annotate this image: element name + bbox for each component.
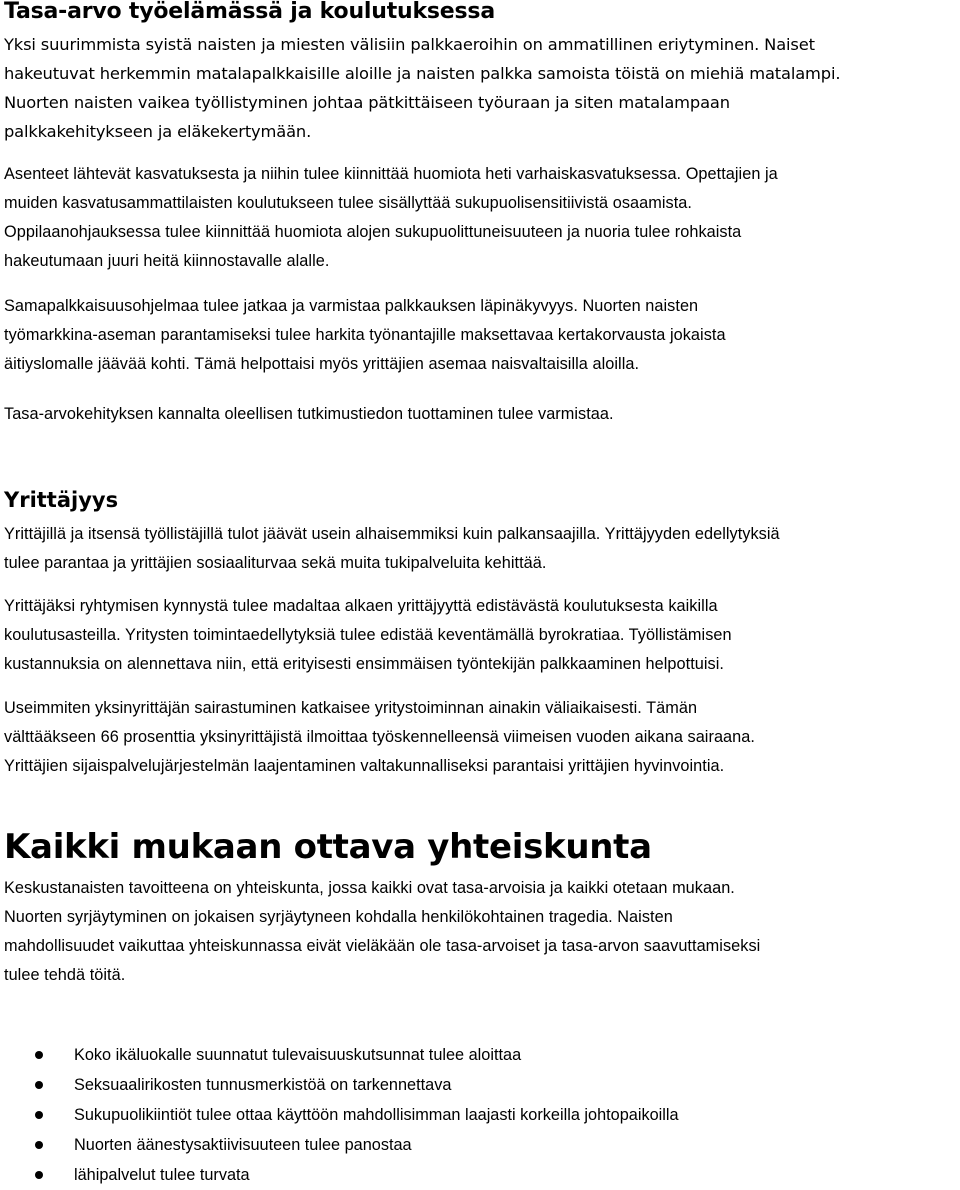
list-item [0, 1070, 679, 1100]
bullet-dot-icon [35, 1111, 43, 1119]
paragraph-tutkimustieto [4, 400, 959, 429]
text-line: Yrittäjillä ja itsensä työllistäjillä tulot jäävät usein alhaisemmiksi kuin palkansaajilla. Yrittäjyyden edellytyksiä [4, 525, 780, 543]
text-line: välttääkseen 66 prosenttia yksinyrittäjistä ilmoittaa työskennelleensä viimeisen vuoden aikana sairaana. [4, 728, 755, 746]
text-line: Nuorten naisten vaikea työllistyminen johtaa pätkittäiseen työuraan ja siten matalampaan [4, 93, 730, 112]
list-item [0, 1100, 679, 1130]
text-line: Yrittäjäksi ryhtymisen kynnystä tulee madaltaa alkaen yrittäjyyttä edistävästä koulutuksesta kaikilla [4, 597, 718, 615]
text-line: Asenteet lähtevät kasvatuksesta ja niihin tulee kiinnittää huomiota heti varhaiskasvatuksessa. Opettajien ja [4, 165, 778, 183]
text-line: Yrittäjien sijaispalvelujärjestelmän laajentaminen valtakunnalliseksi parantaisi yrittäjien hyvinvointia. [4, 757, 725, 775]
paragraph-sairastuminen [4, 694, 959, 781]
heading-yrittajyys: Yrittäjyys [4, 488, 119, 512]
bullet-dot-icon [35, 1141, 43, 1149]
text-line: Useimmiten yksinyrittäjän sairastuminen katkaisee yritystoiminnan ainakin väliaikaisesti. Tämän [4, 699, 698, 717]
text-line: mahdollisuudet vaikuttaa yhteiskunnassa eivät vieläkään ole tasa-arvoiset ja tasa-arvon saavuttamiseksi [4, 937, 761, 955]
bullet-dot-icon [35, 1171, 43, 1179]
text-line: äitiyslomalle jäävää kohti. Tämä helpottaisi myös yrittäjien asemaa naisvaltaisilla aloilla. [4, 355, 640, 373]
text-line: tulee parantaa ja yrittäjien sosiaaliturvaa sekä muita tukipalveluita kehittää. [4, 554, 547, 572]
bullet-list [0, 1040, 679, 1190]
text-line: Keskustanaisten tavoitteena on yhteiskunta, jossa kaikki ovat tasa-arvoisia ja kaikki otetaan mukaan. [4, 879, 735, 897]
text-line: Samapalkkaisuusohjelmaa tulee jatkaa ja varmistaa palkkauksen läpinäkyvyys. Nuorten naisten [4, 297, 699, 315]
text-line: palkkakehitykseen ja eläkekertymään. [4, 122, 312, 141]
paragraph-palkkaerot [4, 30, 959, 146]
text-line: työmarkkina-aseman parantamiseksi tulee harkita työnantajille maksettavaa kertakorvausta jokaista [4, 326, 726, 344]
text-line: tulee tehdä töitä. [4, 966, 126, 984]
text-line: kustannuksia on alennettava niin, että erityisesti ensimmäisen työntekijän palkkaaminen helpottuisi. [4, 655, 724, 673]
list-item-text: Koko ikäluokalle suunnatut tulevaisuuskutsunnat tulee aloittaa [74, 1046, 522, 1064]
bullet-dot-icon [35, 1081, 43, 1089]
list-item-text: Nuorten äänestysaktiivisuuteen tulee panostaa [74, 1136, 412, 1154]
bullet-dot-icon [35, 1051, 43, 1059]
heading-kaikki-mukaan: Kaikki mukaan ottava yhteiskunta [4, 827, 652, 867]
list-item-text: lähipalvelut tulee turvata [74, 1166, 250, 1184]
paragraph-kynnys [4, 592, 959, 679]
paragraph-asenteet [4, 160, 959, 276]
list-item [0, 1130, 679, 1160]
text-line: Nuorten syrjäytyminen on jokaisen syrjäytyneen kohdalla henkilökohtainen tragedia. Naisten [4, 908, 673, 926]
text-line: Tasa-arvokehityksen kannalta oleellisen tutkimustiedon tuottaminen tulee varmistaa. [4, 405, 614, 423]
text-line: Oppilaanohjauksessa tulee kiinnittää huomiota alojen sukupuolittuneisuuteen ja nuoria tulee rohkaista [4, 223, 742, 241]
list-item-text: Sukupuolikiintiöt tulee ottaa käyttöön mahdollisimman laajasti korkeilla johtopaikoilla [74, 1106, 679, 1124]
list-item-text: Seksuaalirikosten tunnusmerkistöä on tarkennettava [74, 1076, 452, 1094]
text-line: koulutusasteilla. Yritysten toimintaedellytyksiä tulee edistää keventämällä byrokratiaa. Työllistämisen [4, 626, 732, 644]
text-line: muiden kasvatusammattilaisten koulutukseen tulee sisällyttää sukupuolisensitiivistä osaamista. [4, 194, 692, 212]
heading-tasa-arvo: Tasa-arvo työelämässä ja koulutuksessa [4, 0, 495, 24]
text-line: hakeutumaan juuri heitä kiinnostavalle alalle. [4, 252, 330, 270]
paragraph-samapalkkaisuus [4, 292, 959, 379]
text-line: hakeutuvat herkemmin matalapalkkaisille aloille ja naisten palkka samoista töistä on miehiä matalampi. [4, 64, 841, 83]
paragraph-yrittajien-tulot [4, 520, 959, 578]
text-line: Yksi suurimmista syistä naisten ja miesten välisiin palkkaeroihin on ammatillinen eriytyminen. Naiset [4, 35, 815, 54]
paragraph-keskustanaiset [4, 874, 959, 990]
list-item [0, 1040, 679, 1070]
